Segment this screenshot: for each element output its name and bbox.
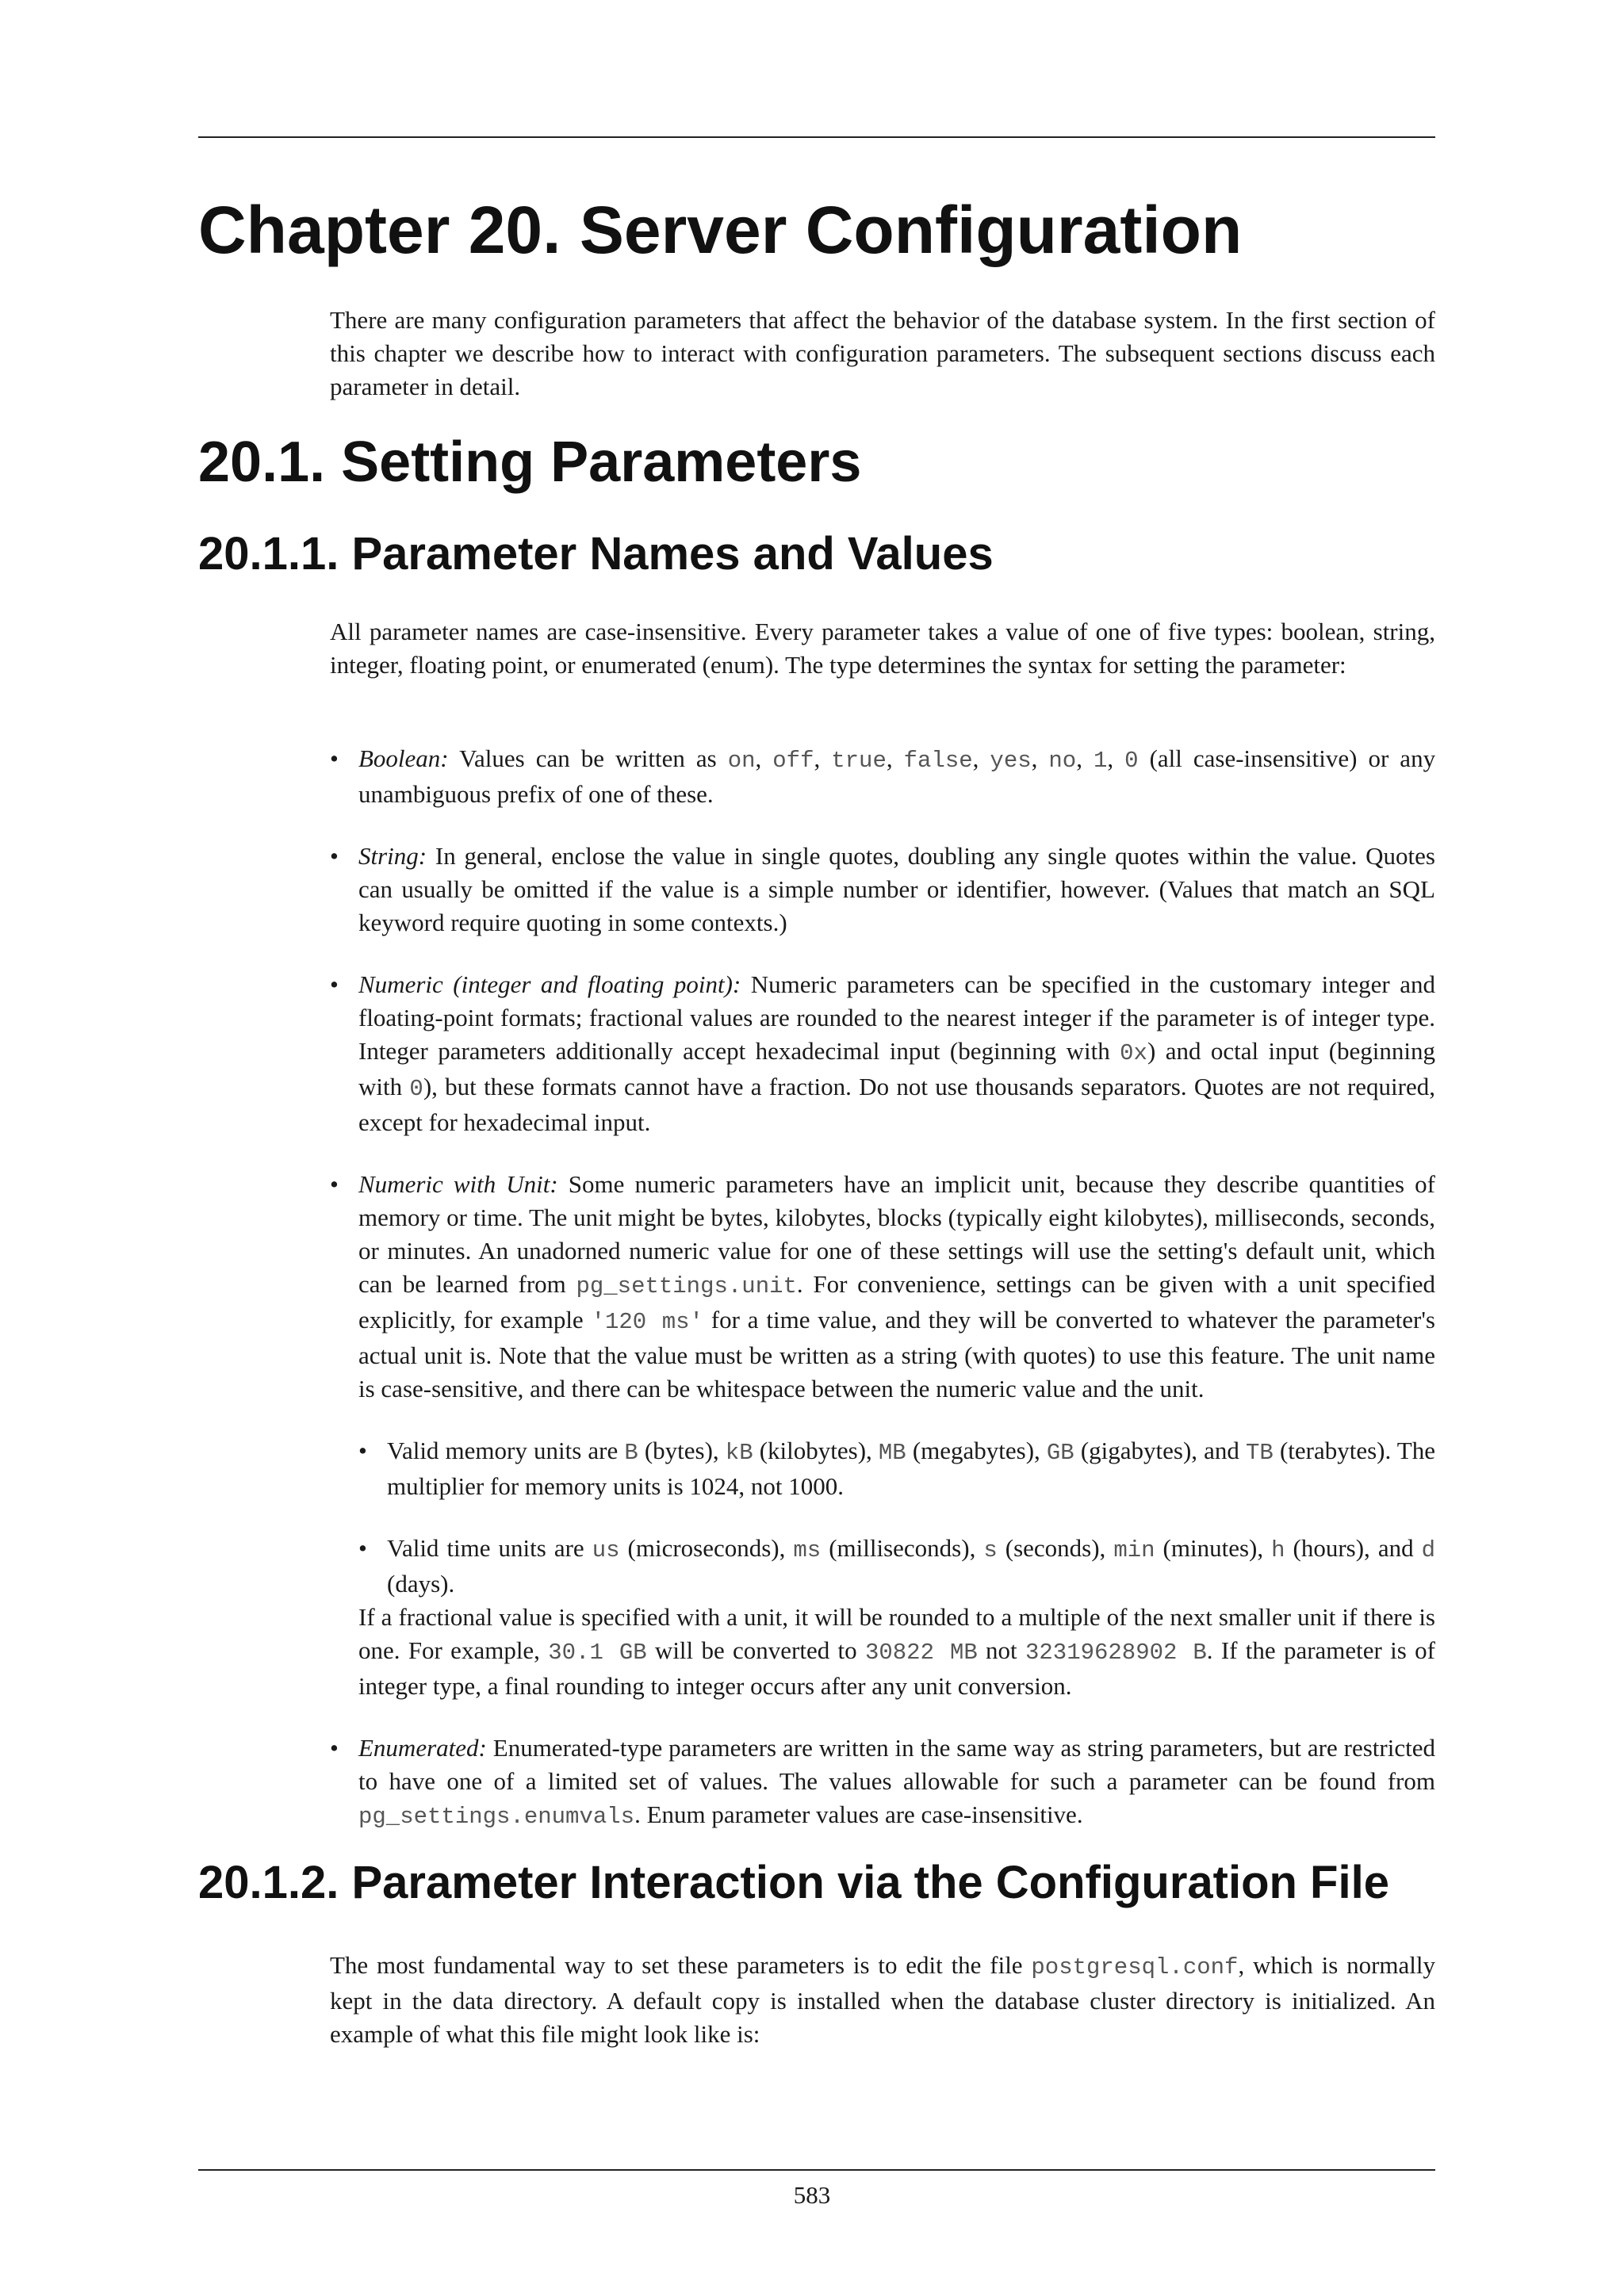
chapter-intro bbox=[330, 304, 1435, 404]
text: , bbox=[972, 744, 990, 772]
parameter-types-list bbox=[330, 742, 1435, 1862]
code-unit-tb: TB bbox=[1246, 1440, 1274, 1466]
text: (all case-insensitive) or any unambiguous prefix of one of these. bbox=[358, 744, 1436, 808]
text: (milliseconds), bbox=[821, 1534, 984, 1562]
config-file-paragraph bbox=[330, 1949, 1435, 2051]
text: will be converted to bbox=[646, 1636, 865, 1664]
code-unit-b: B bbox=[624, 1440, 638, 1466]
code-off: off bbox=[772, 748, 814, 774]
code-0: 0 bbox=[1124, 748, 1139, 774]
text: Valid time units are bbox=[387, 1534, 592, 1562]
code-1: 1 bbox=[1093, 748, 1108, 774]
text: (kilobytes), bbox=[753, 1437, 879, 1464]
list-item-numeric bbox=[330, 968, 1435, 1139]
term-numeric: Numeric (integer and floating point): bbox=[358, 970, 741, 998]
code-postgresql-conf: postgresql.conf bbox=[1031, 1954, 1239, 1980]
text: The most fundamental way to set these parameters is to edit the file bbox=[330, 1951, 1032, 1979]
text: Some numeric parameters have an implicit unit, because they describe quantities of memory or time. The unit might be bytes, kilobytes, blocks (typically eight kilobytes), milliseconds, seconds, or minutes. An unadorned numeric value for one of these settings will use the setting's default unit, which can be learned from bbox=[358, 1170, 1435, 1298]
code-120-ms: '120 ms' bbox=[591, 1309, 703, 1335]
section-title: 20.1. Setting Parameters bbox=[198, 430, 862, 494]
text: Enumerated-type parameters are written in the same way as string parameters, but are restricted to have one of a limited set of values. The values allowable for such a parameter can be found from bbox=[358, 1734, 1435, 1795]
text: Values can be written as bbox=[448, 744, 728, 772]
text: ) and octal input (beginning with bbox=[358, 1037, 1435, 1100]
term-boolean: Boolean: bbox=[358, 744, 449, 772]
code-pg-settings-enumvals: pg_settings.enumvals bbox=[358, 1804, 635, 1830]
config-file-text bbox=[330, 1949, 1435, 2051]
text: If a fractional value is specified with a unit, it will be rounded to a multiple of the next smaller unit if there is one. For example, bbox=[358, 1603, 1435, 1664]
subsection-title-config-file: 20.1.2. Parameter Interaction via the Configuration File bbox=[198, 1857, 1389, 1908]
list-item-enumerated bbox=[330, 1732, 1435, 1834]
text: Valid memory units are bbox=[387, 1437, 625, 1464]
code-unit-us: us bbox=[592, 1537, 620, 1563]
code-unit-h: h bbox=[1271, 1537, 1285, 1563]
unit-rounding-paragraph bbox=[358, 1601, 1435, 1703]
term-string: String: bbox=[358, 842, 427, 870]
unit-list bbox=[358, 1434, 1435, 1601]
footer-rule bbox=[198, 2169, 1435, 2171]
names-values-intro-text: All parameter names are case-insensitive. Every parameter takes a value of one of five types: boolean, string, integer, floating point, or enumerated (enum). The type determines the syntax for setting the parameter: bbox=[330, 618, 1435, 679]
text: not bbox=[977, 1636, 1025, 1664]
text: Numeric parameters can be specified in the customary integer and floating-point formats; fractional values are rounded to the nearest integer if the parameter is of integer type. Integer parameters additionally accept hexadecimal input (beginning with bbox=[358, 970, 1435, 1065]
text: (megabytes), bbox=[906, 1437, 1047, 1464]
code-false: false bbox=[903, 748, 973, 774]
code-32319628902-b: 32319628902 B bbox=[1025, 1640, 1207, 1666]
code-unit-d: d bbox=[1421, 1537, 1435, 1563]
list-item-time-units bbox=[358, 1532, 1435, 1601]
code-yes: yes bbox=[990, 748, 1032, 774]
text: (gigabytes), and bbox=[1074, 1437, 1247, 1464]
list-item-numeric-with-unit bbox=[330, 1168, 1435, 1703]
text: (microseconds), bbox=[619, 1534, 794, 1562]
page-number: 583 bbox=[793, 2181, 831, 2209]
text: In general, enclose the value in single quotes, doubling any single quotes within the value. Quotes can usually be omitted if the value is a simple number or identifier, however. (Values that match an SQL keyword require quoting in some contexts.) bbox=[358, 842, 1435, 936]
text: (terabytes). The multiplier for memory units is 1024, not 1000. bbox=[387, 1437, 1435, 1500]
code-pg-settings-unit: pg_settings.unit bbox=[576, 1273, 797, 1299]
text: , bbox=[1076, 744, 1094, 772]
text: (seconds), bbox=[997, 1534, 1114, 1562]
code-octal-prefix: 0 bbox=[409, 1076, 423, 1102]
text: ), but these formats cannot have a fraction. Do not use thousands separators. Quotes are not required, except for hexadecimal input. bbox=[358, 1073, 1435, 1136]
code-unit-s: s bbox=[983, 1537, 998, 1563]
list-item-string bbox=[330, 840, 1435, 939]
text: . For convenience, settings can be given with a unit specified explicitly, for example bbox=[358, 1270, 1435, 1334]
text: (minutes), bbox=[1155, 1534, 1272, 1562]
code-true: true bbox=[831, 748, 887, 774]
code-on: on bbox=[727, 748, 756, 774]
text: (hours), and bbox=[1285, 1534, 1422, 1562]
term-numeric-with-unit: Numeric with Unit: bbox=[358, 1170, 558, 1198]
text: . If the parameter is of integer type, a final rounding to integer occurs after any unit conversion. bbox=[358, 1636, 1435, 1700]
names-values-intro bbox=[330, 615, 1435, 682]
code-hex-prefix: 0x bbox=[1120, 1040, 1147, 1066]
text: , which is normally kept in the data directory. A default copy is installed when the database cluster directory is initialized. An example of what this file might look like is: bbox=[330, 1951, 1435, 2048]
term-enumerated: Enumerated: bbox=[358, 1734, 487, 1762]
text: . Enum parameter values are case-insensitive. bbox=[634, 1800, 1083, 1828]
text: , bbox=[886, 744, 904, 772]
code-unit-mb: MB bbox=[878, 1440, 906, 1466]
text: , bbox=[755, 744, 773, 772]
list-item-memory-units bbox=[358, 1434, 1435, 1503]
chapter-intro-text: There are many configuration parameters that affect the behavior of the database system. In the first section of this chapter we describe how to interact with configuration parameters. The subsequent sections discuss each parameter in detail. bbox=[330, 306, 1435, 400]
list-item-boolean bbox=[330, 742, 1435, 811]
code-unit-ms: ms bbox=[793, 1537, 822, 1563]
code-no: no bbox=[1048, 748, 1077, 774]
code-unit-min: min bbox=[1113, 1537, 1155, 1563]
text: (days). bbox=[387, 1570, 455, 1598]
code-unit-gb: GB bbox=[1046, 1440, 1074, 1466]
text: , bbox=[1107, 744, 1125, 772]
code-30-1-gb: 30.1 GB bbox=[548, 1640, 647, 1666]
text: , bbox=[814, 744, 832, 772]
code-30822-mb: 30822 MB bbox=[864, 1640, 978, 1666]
chapter-title: Chapter 20. Server Configuration bbox=[198, 193, 1243, 267]
text: , bbox=[1031, 744, 1049, 772]
code-unit-kb: kB bbox=[725, 1440, 753, 1466]
subsection-title-names-values: 20.1.1. Parameter Names and Values bbox=[198, 528, 994, 580]
text: (bytes), bbox=[638, 1437, 726, 1464]
text: for a time value, and they will be converted to whatever the parameter's actual unit is. Note that the value must be written as a string (with quotes) to use this feature. The unit name is case-sensitive, and there can be whitespace between the numeric value and the unit. bbox=[358, 1306, 1435, 1402]
header-rule bbox=[198, 136, 1435, 138]
